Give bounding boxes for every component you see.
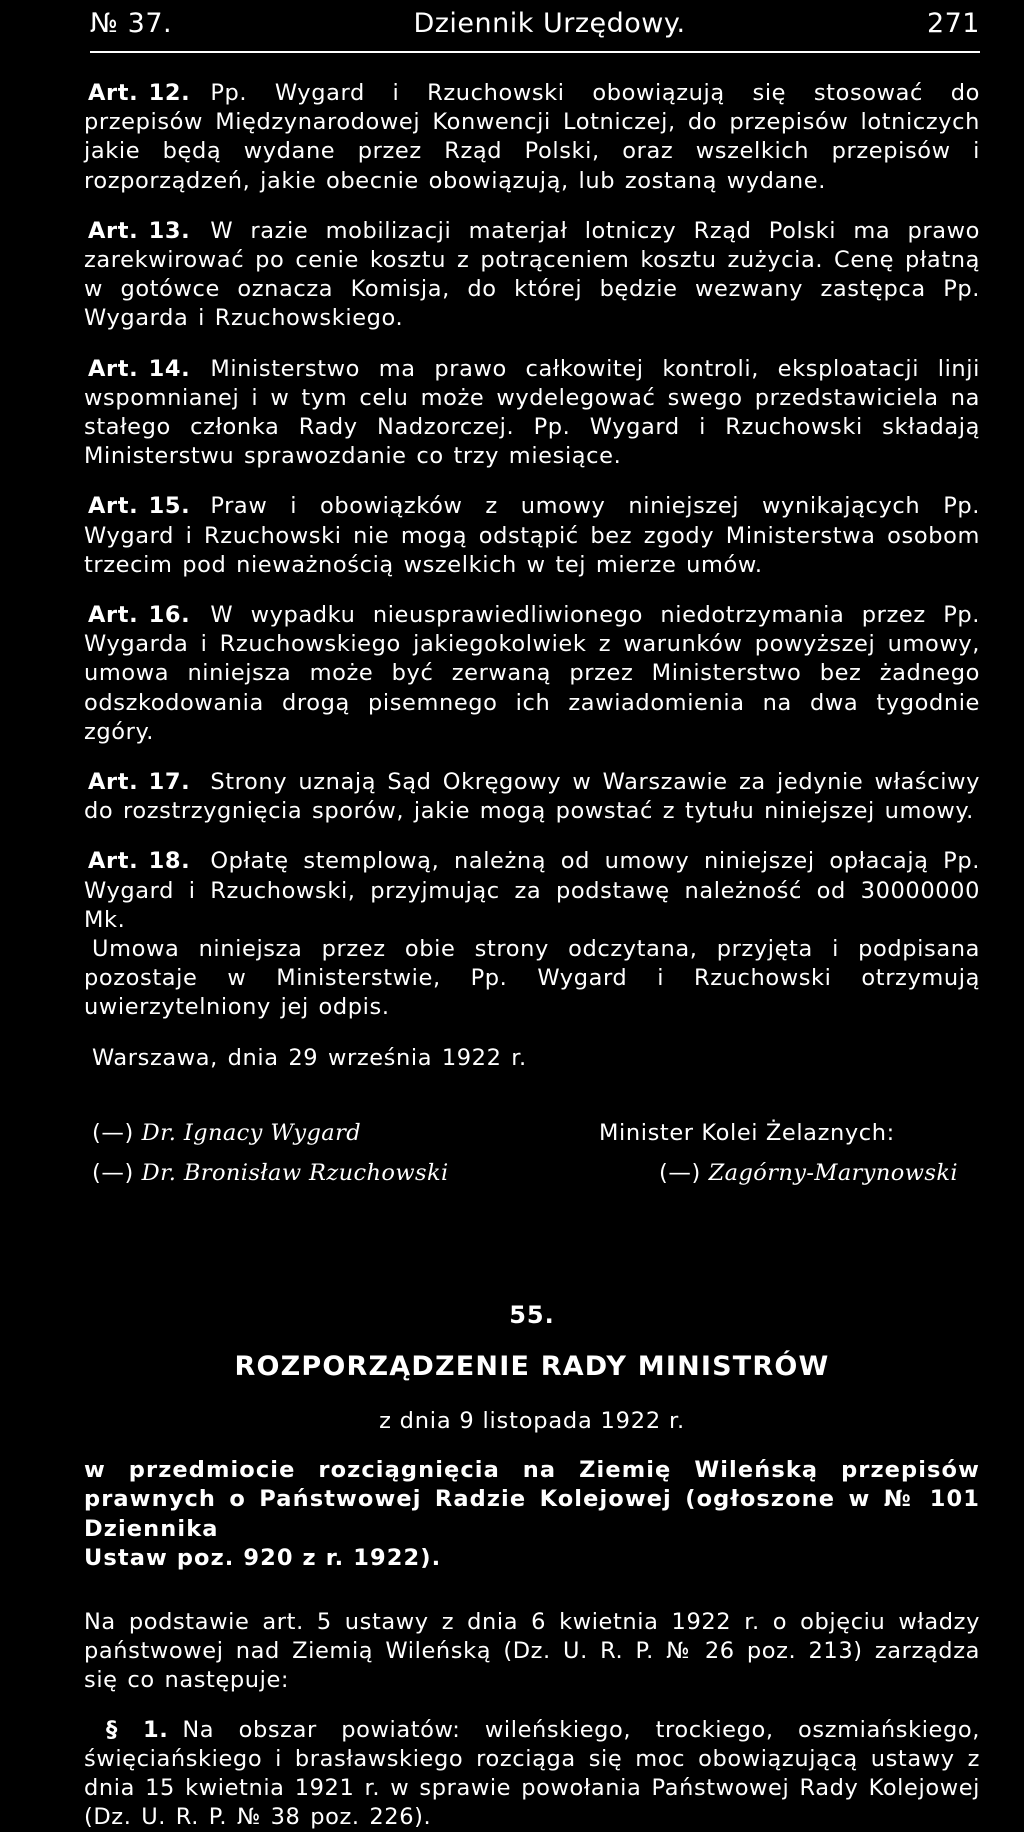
signature-line [92,1113,449,1153]
section-heading: ROZPORZĄDZENIE RADY MINISTRÓW [84,1351,980,1382]
page-header [84,0,980,39]
page-number: 271 [927,8,980,39]
signature-mark: (—) [659,1160,701,1186]
paragraph-text: Na obszar powiatów: wileńskiego, trockiego, oszmiańskiego, święciańskiego i brasławskiego rozciąga się moc obowiązującą ustawy z dnia 15 kwietnia 1921 r. w sprawie powołania Państwowej Rady Kolejowej (Dz. U. R. P. № 38 poz. 226). [84,1717,980,1831]
article-label: Art. 16. [84,601,190,630]
issue-number: № 37. [84,8,172,39]
signature-line [92,1153,449,1193]
article-16 [84,601,980,747]
section-date: z dnia 9 listopada 1922 r. [84,1408,980,1434]
signature-mark: (—) [92,1160,134,1186]
article-label: Art. 15. [84,492,190,521]
subject-last: Ustaw poz. 920 z r. 1922). [84,1544,980,1574]
article-15 [84,492,980,580]
intro-text: Na podstawie art. 5 ustawy z dnia 6 kwietnia 1922 r. o objęciu władzy państwowej nad Ziemią Wileńską (Dz. U. R. P. № 26 poz. 213) zarządza się co następuje: [84,1609,980,1693]
article-text: Praw i obowiązków z umowy niniejszej wynikających Pp. Wygard i Rzuchowski nie mogą odstąpić bez zgody Ministerstwa osobom trzecim pod nieważnością wszelkich w tej mierze umów. [84,493,980,577]
article-label: Art. 18. [84,847,190,876]
signatures-left [92,1113,449,1193]
paragraph-label: § 1. [84,1717,168,1743]
article-label: Art. 12. [84,79,190,108]
articles-section [84,79,980,1073]
signature-name: Dr. Ignacy Wygard [142,1120,361,1146]
article-text: Pp. Wygard i Rzuchowski obowiązują się stosować do przepisów Międzynarodowej Konwencji Lotniczej, do przepisów lotniczych jakie będą wydane przez Rząd Polski, oraz wszelkich przepisów i rozporządzeń, jakie obecnie obowiązują, lub zostaną wydane. [84,80,980,194]
article-text: W razie mobilizacji materjał lotniczy Rząd Polski ma prawo zarekwirować po cenie kosztu z potrąceniem kosztu zużycia. Cenę płatną w gotówce oznacza Komisja, do której będzie wezwany zastępca Pp. Wygarda i Rzuchowskiego. [84,218,980,332]
signatures-block [84,1113,980,1193]
paragraph-1 [84,1716,980,1832]
article-text: W wypadku nieusprawiedliwionego niedotrzymania przez Pp. Wygarda i Rzuchowskiego jakiegokolwiek z warunków powyższej umowy, umowa niniejsza może być zerwaną przez Ministerstwo bez żadnego odszkodowania drogą pisemnego ich zawiadomienia na dwa tygodnie zgóry. [84,602,980,745]
article-label: Art. 13. [84,217,190,246]
regulation-body [84,1608,980,1832]
closing-paragraph [84,935,980,1023]
subject-main: w przedmiocie rozciągnięcia na Ziemię Wileńską przepisów prawnych o Państwowej Radzie Kolejowej (ogłoszone w № 101 Dziennika [84,1457,980,1542]
article-12 [84,79,980,196]
journal-title: Dziennik Urzędowy. [413,8,685,39]
signature-name: Zagórny-Marynowski [709,1160,958,1186]
signature-name: Dr. Bronisław Rzuchowski [142,1160,449,1186]
article-18 [84,847,980,935]
minister-title: Minister Kolei Żelaznych: [599,1113,958,1153]
regulation-intro [84,1608,980,1696]
section-subject [84,1456,980,1574]
place-and-date: Warszawa, dnia 29 września 1922 r. [92,1044,980,1073]
closing-text: Umowa niniejsza przez obie strony odczytana, przyjęta i podpisana pozostaje w Ministerstwie, Pp. Wygard i Rzuchowski otrzymują uwierzytelniony jej odpis. [84,936,980,1020]
signature-line [659,1153,958,1193]
header-rule [90,51,980,53]
article-label: Art. 14. [84,355,190,384]
article-14 [84,355,980,472]
article-text: Strony uznają Sąd Okręgowy w Warszawie za jedynie właściwy do rozstrzygnięcia sporów, jakie mogą powstać z tytułu niniejszej umowy. [84,769,980,824]
article-17 [84,768,980,826]
article-13 [84,217,980,334]
article-text: Ministerstwo ma prawo całkowitej kontroli, eksploatacji linji wspomnianej i w tym celu może wydelegować swego przedstawiciela na stałego członka Rady Nadzorczej. Pp. Wygard i Rzuchowski składają Ministerstwu sprawozdanie co trzy miesiące. [84,356,980,470]
signature-mark: (—) [92,1120,134,1146]
article-label: Art. 17. [84,768,190,797]
section-number: 55. [84,1301,980,1329]
signatures-right [599,1113,958,1193]
article-text: Opłatę stemplową, należną od umowy niniejszej opłacają Pp. Wygard i Rzuchowski, przyjmując za podstawę należność od 30000000 Mk. [84,848,980,932]
